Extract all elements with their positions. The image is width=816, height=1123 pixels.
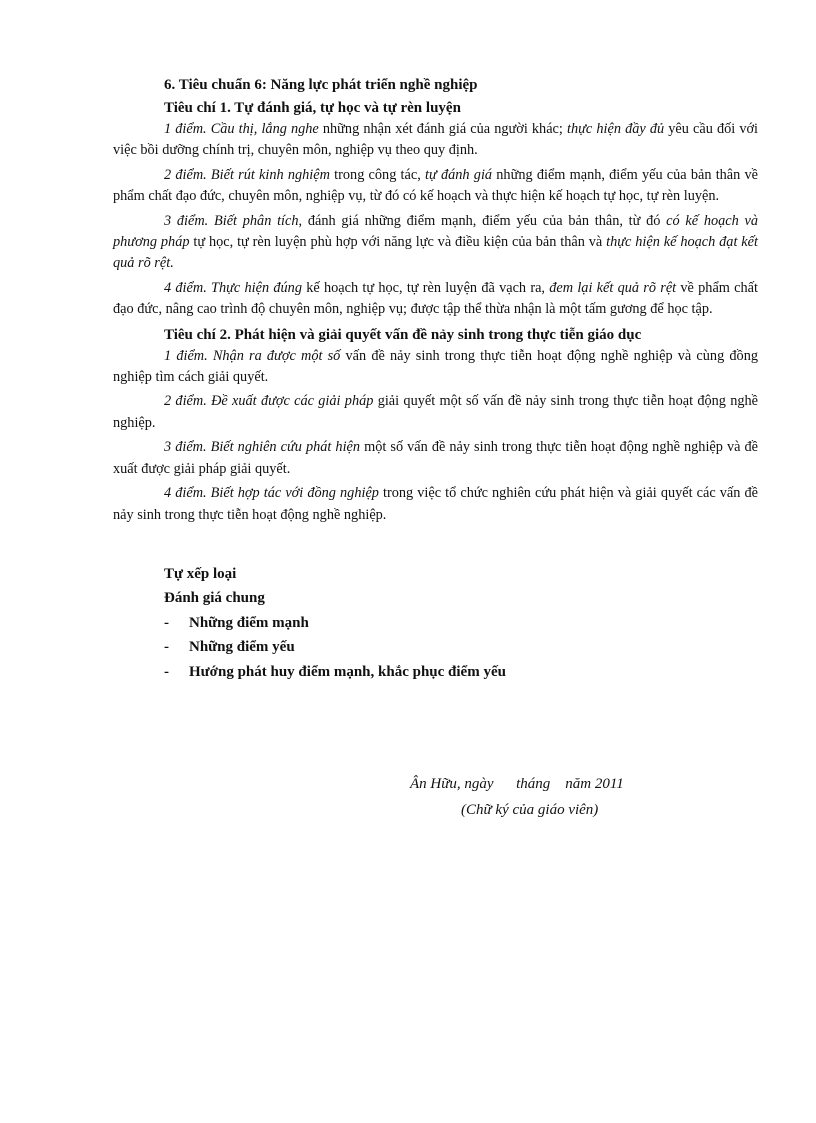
level-label: 4 điểm. Biết hợp tác với đồng nghiệp xyxy=(164,485,379,502)
criterion-2-level-3: 3 điểm. Biết nghiên cứu phát hiện một số vấn đề nảy sinh trong thực tiễn hoạt động nghề nghiệp và đề xuất được giải pháp giải quyết. xyxy=(113,439,758,477)
dash-marker: - xyxy=(164,614,169,631)
criterion-1-level-2: 2 điểm. Biết rút kinh nghiệm trong công tác, tự đánh giá những điểm mạnh, điểm yếu của bản thân về phẩm chất đạo đức, chuyên môn, nghiệp vụ, từ đó có kế hoạch và thực hiện kế hoạch tự học, tự rèn luyện. xyxy=(113,166,759,205)
criterion-2-title: Tiêu chí 2. Phát hiện và giải quyết vấn đề nảy sinh trong thực tiễn giáo dục xyxy=(164,326,642,343)
section-title: 6. Tiêu chuẩn 6: Năng lực phát triển nghề nghiệp xyxy=(164,77,478,93)
criterion-2-level-2: 2 điểm. Đề xuất được các giải pháp giải quyết một số vấn đề nảy sinh trong thực tiễn hoạt động nghề nghiệp. xyxy=(113,393,759,431)
criterion-1-title: Tiêu chí 1. Tự đánh giá, tự học và tự rèn luyện xyxy=(164,100,461,116)
overall-evaluation-label: Đánh giá chung xyxy=(164,590,265,607)
criterion-2-level-1: 1 điểm. Nhận ra được một số vấn đề nảy sinh trong thực tiễn hoạt động nghề nghiệp và cùng đồng nghiệp tìm cách giải quyết. xyxy=(113,347,758,386)
level-label: 1 điểm. Cầu thị, lắng nghe xyxy=(164,121,319,137)
criterion-1-level-4: 4 điểm. Thực hiện đúng kế hoạch tự học, tự rèn luyện đã vạch ra, đem lại kết quả rõ rệt về phẩm chất đạo đức, nâng cao trình độ chuyên môn, nghiệp vụ; được tập thể thừa nhận là một tấm gương để học tập. xyxy=(113,279,758,318)
level-label: 2 điểm. Đề xuất được các giải pháp xyxy=(164,393,374,410)
list-item: - Những điểm mạnh xyxy=(164,611,758,636)
level-label: 2 điểm. Biết rút kinh nghiệm xyxy=(164,166,330,183)
level-label: 3 điểm. Biết phân tích xyxy=(164,212,299,229)
criterion-1-level-1: 1 điểm. Cầu thị, lắng nghe những nhận xét đánh giá của người khác; thực hiện đầy đủ yêu cầu đối với việc bồi dưỡng chính trị, chuyên môn, nghiệp vụ theo quy định. xyxy=(113,121,759,159)
criterion-2-level-4: 4 điểm. Biết hợp tác với đồng nghiệp trong việc tổ chức nghiên cứu phát hiện và giải quyết các vấn đề nảy sinh trong thực tiễn hoạt động nghề nghiệp. xyxy=(113,485,758,523)
self-rank-label: Tự xếp loại xyxy=(164,565,237,582)
list-item: - Những điểm yếu xyxy=(164,635,758,660)
level-label: 3 điểm. Biết nghiên cứu phát hiện xyxy=(164,439,361,456)
signature-note: (Chữ ký của giáo viên) xyxy=(461,802,599,818)
level-label: 1 điểm. Nhận ra được một số xyxy=(164,347,341,364)
dash-marker: - xyxy=(164,663,169,680)
criterion-1-level-3: 3 điểm. Biết phân tích, đánh giá những điểm mạnh, điểm yếu của bản thân, từ đó có kế hoạch và phương pháp tự học, tự rèn luyện phù hợp với năng lực và điều kiện của bản thân và thực hiện kế hoạch đạt kết quả rõ rệt. xyxy=(113,212,758,272)
dash-marker: - xyxy=(164,639,169,656)
signature-place-date: Ân Hữu, ngày tháng năm 2011 xyxy=(410,776,624,792)
list-item: - Hướng phát huy điểm mạnh, khắc phục điểm yếu xyxy=(164,660,758,685)
level-label: 4 điểm. Thực hiện đúng xyxy=(164,279,302,296)
